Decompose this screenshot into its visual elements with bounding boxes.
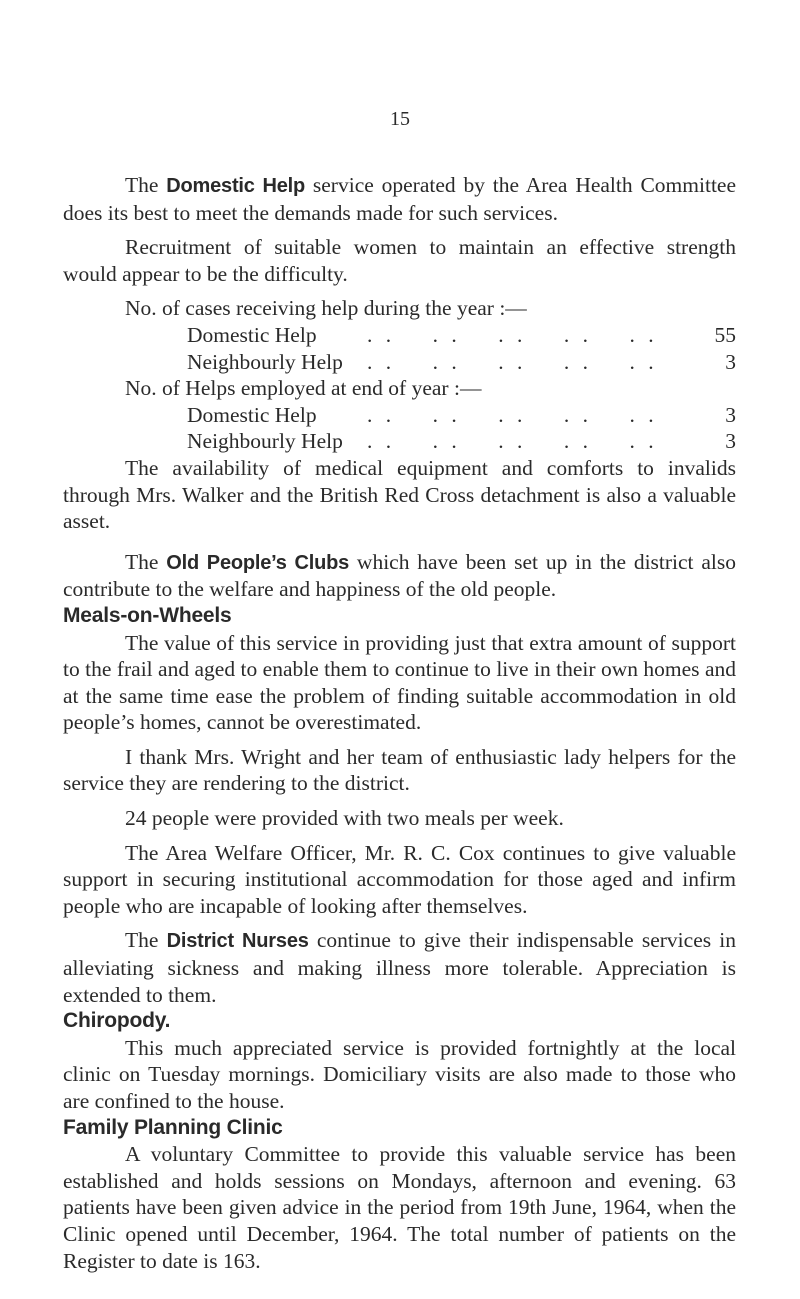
stat-row-cases-domestic bbox=[63, 322, 736, 349]
stat-label: Domestic Help bbox=[187, 402, 317, 427]
paragraph-domestic-help bbox=[63, 172, 736, 226]
stat-value: 3 bbox=[725, 429, 736, 454]
stat-label: Domestic Help bbox=[187, 322, 317, 347]
page-content bbox=[63, 172, 736, 1274]
text: The bbox=[125, 549, 167, 574]
text: continue to give their indispensable services in alleviating sickness and making illness more tolerable. Appreciation is extended to them. bbox=[63, 928, 736, 1007]
dot-leader: . . . . . . . . . . bbox=[367, 429, 658, 454]
stat-value: 3 bbox=[725, 349, 736, 374]
dot-leader: . . . . . . . . . . bbox=[367, 322, 658, 347]
paragraph-medical-equipment: The availability of medical equipment and comforts to invalids through Mrs. Walker and the British Red Cross detachment is also a valuable asset. bbox=[63, 455, 736, 534]
cases-intro: No. of cases receiving help during the year :— bbox=[125, 296, 527, 321]
text: which have been set up in the district also contribute to the welfare and happiness of the old people. bbox=[63, 549, 736, 602]
paragraph-district-nurses bbox=[63, 927, 736, 1008]
inline-heading-old-peoples-clubs: Old People’s Clubs bbox=[166, 551, 350, 574]
dot-leader: . . . . . . . . . . bbox=[367, 349, 658, 374]
text: The bbox=[125, 173, 167, 197]
helps-intro: No. of Helps employed at end of year :— bbox=[125, 376, 482, 401]
stat-label: Neighbourly Help bbox=[187, 349, 343, 374]
paragraph-old-peoples-clubs bbox=[63, 549, 736, 603]
heading-chiropody: Chiropody. bbox=[63, 1009, 171, 1033]
inline-heading-domestic-help: Domestic Help bbox=[166, 175, 306, 197]
heading-family-planning: Family Planning Clinic bbox=[63, 1115, 283, 1139]
paragraph-recruitment: Recruitment of suitable women to maintain an effective strength would appear to be the difficulty. bbox=[63, 235, 736, 286]
dot-leader: . . . . . . . . . . bbox=[367, 402, 658, 427]
text: service operated by the Area Health Committee does its best to meet the demands made for such services. bbox=[63, 173, 737, 225]
paragraph-welfare-officer: The Area Welfare Officer, Mr. R. C. Cox continues to give valuable support in securing institutional accommodation for those aged and infirm people who are incapable of looking after themselves. bbox=[63, 840, 736, 918]
stat-value: 55 bbox=[714, 322, 736, 347]
paragraph-family-planning: A voluntary Committee to provide this valuable service has been established and holds sessions on Mondays, afternoon and evening. 63 patients have been given advice in the period from 19th June, 1964, when the Clinic opened until December, 1964. The total number of patients on the Register to date is 163. bbox=[63, 1142, 736, 1273]
heading-meals-on-wheels: Meals-on-Wheels bbox=[63, 603, 232, 627]
inline-heading-district-nurses: District Nurses bbox=[166, 930, 309, 953]
stat-row-helps-domestic bbox=[63, 402, 736, 429]
stat-value: 3 bbox=[725, 402, 736, 427]
stat-row-cases-neighbourly bbox=[63, 349, 736, 376]
paragraph-thanks: I thank Mrs. Wright and her team of enthusiastic lady helpers for the service they are rendering to the district. bbox=[63, 744, 736, 796]
page-number: 15 bbox=[390, 108, 410, 130]
stat-label: Neighbourly Help bbox=[187, 429, 343, 454]
stat-row-helps-neighbourly bbox=[63, 428, 736, 455]
paragraph-meals-value: The value of this service in providing just that extra amount of support to the frail and aged to enable them to continue to live in their own homes and at the same time ease the problem of finding suitable accommodation in old people’s homes, cannot be overestimated. bbox=[63, 630, 736, 735]
paragraph-meals-count: 24 people were provided with two meals per week. bbox=[125, 806, 564, 831]
paragraph-chiropody: This much appreciated service is provided fortnightly at the local clinic on Tuesday mornings. Domiciliary visits are also made to those who are confined to the house. bbox=[63, 1035, 736, 1113]
text: The bbox=[125, 928, 167, 953]
